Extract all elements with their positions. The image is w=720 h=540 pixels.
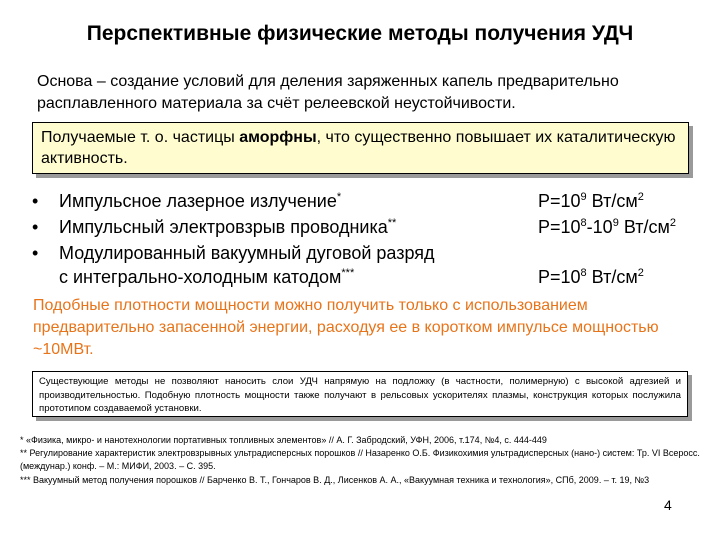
method-text: Импульсное лазерное излучение <box>59 191 337 211</box>
footnote-mark: *** <box>341 267 355 279</box>
power-unit: Вт/см <box>618 217 670 237</box>
bullet: • <box>32 191 39 211</box>
reference-item: ** Регулирование характеристик электровзрывных ультрадисперсных порошков // Назаренко О.Б. Физикохимия ультрадисперсных (нано-) систем: Тр. VI Всеросс. (междунар.) конф. – М.: МИФИ, 2003. – С. 395. <box>20 448 700 472</box>
reference-item: * «Физика, микро- и нанотехнологии портативных топливных элементов» // А. Г. Забродский, УФН, 2006, т.174, №4, с. 444-449 <box>20 435 547 445</box>
highlight-text-before: Получаемые т. о. частицы <box>41 129 240 146</box>
method-label-laser <box>59 188 341 214</box>
power-exponent: 9 <box>580 191 587 203</box>
power-exponent: 8 <box>580 217 587 229</box>
power-unit-exponent: 2 <box>637 191 644 203</box>
existing-methods-note-box <box>32 371 688 417</box>
power-base: P=10 <box>538 191 581 211</box>
power-unit-exponent: 2 <box>669 217 676 229</box>
references <box>20 434 700 487</box>
existing-methods-note: Существующие методы не позволяют наносить слои УДЧ напрямую на подложку (в частности, полимерную) с высокой адгезией и производительностью. Подобную плотность мощности также получают в рельсовых ускорителях плазмы, конструкция которых послужила прототипом создаваемой установки. <box>39 376 681 414</box>
method-label-electroexplosion <box>59 214 396 240</box>
footnote-mark: ** <box>387 217 397 229</box>
intro-text: Основа – создание условий для деления заряженных капель предварительно расплавленного материала за счёт релеевской неустойчивости. <box>37 73 619 112</box>
method-power-electroexplosion <box>538 214 676 240</box>
highlight-bold-word: аморфны <box>239 129 317 146</box>
page-number: 4 <box>664 497 672 513</box>
method-power-arc <box>538 264 644 290</box>
energy-note: Подобные плотности мощности можно получить только с использованием предварительно запасенной энергии, расходуя ее в коротком импульсе мощностью ~10МВт. <box>33 297 659 358</box>
method-label-arc <box>59 264 354 290</box>
method-text-line2: с интегрально-холодным катодом <box>59 267 342 287</box>
power-exponent: 8 <box>580 267 587 279</box>
method-text: Импульсный электровзрыв проводника <box>59 217 388 237</box>
method-text-line1: Модулированный вакуумный дуговой разряд <box>59 243 435 263</box>
power-base: P=10 <box>538 217 581 237</box>
power-mid-exponent: 9 <box>612 217 619 229</box>
power-mid: -10 <box>586 217 613 237</box>
power-unit-exponent: 2 <box>637 267 644 279</box>
power-unit: Вт/см <box>586 191 638 211</box>
power-unit: Вт/см <box>586 267 638 287</box>
slide-title: Перспективные физические методы получения УДЧ <box>86 22 634 45</box>
footnote-mark: * <box>336 191 342 203</box>
amorphous-highlight-box <box>32 122 689 174</box>
power-base: P=10 <box>538 267 581 287</box>
highlight-text-after: , что существенно повышает их каталитическую активность. <box>41 129 676 167</box>
bullet: • <box>32 217 39 237</box>
method-power-laser <box>538 188 644 214</box>
bullet: • <box>32 243 39 263</box>
reference-item: *** Вакуумный метод получения порошков // Барченко В. Т., Гончаров В. Д., Лисенков А. А., «Вакуумная техника и технология», СПб, 2009. – т. 19, №3 <box>20 474 650 485</box>
